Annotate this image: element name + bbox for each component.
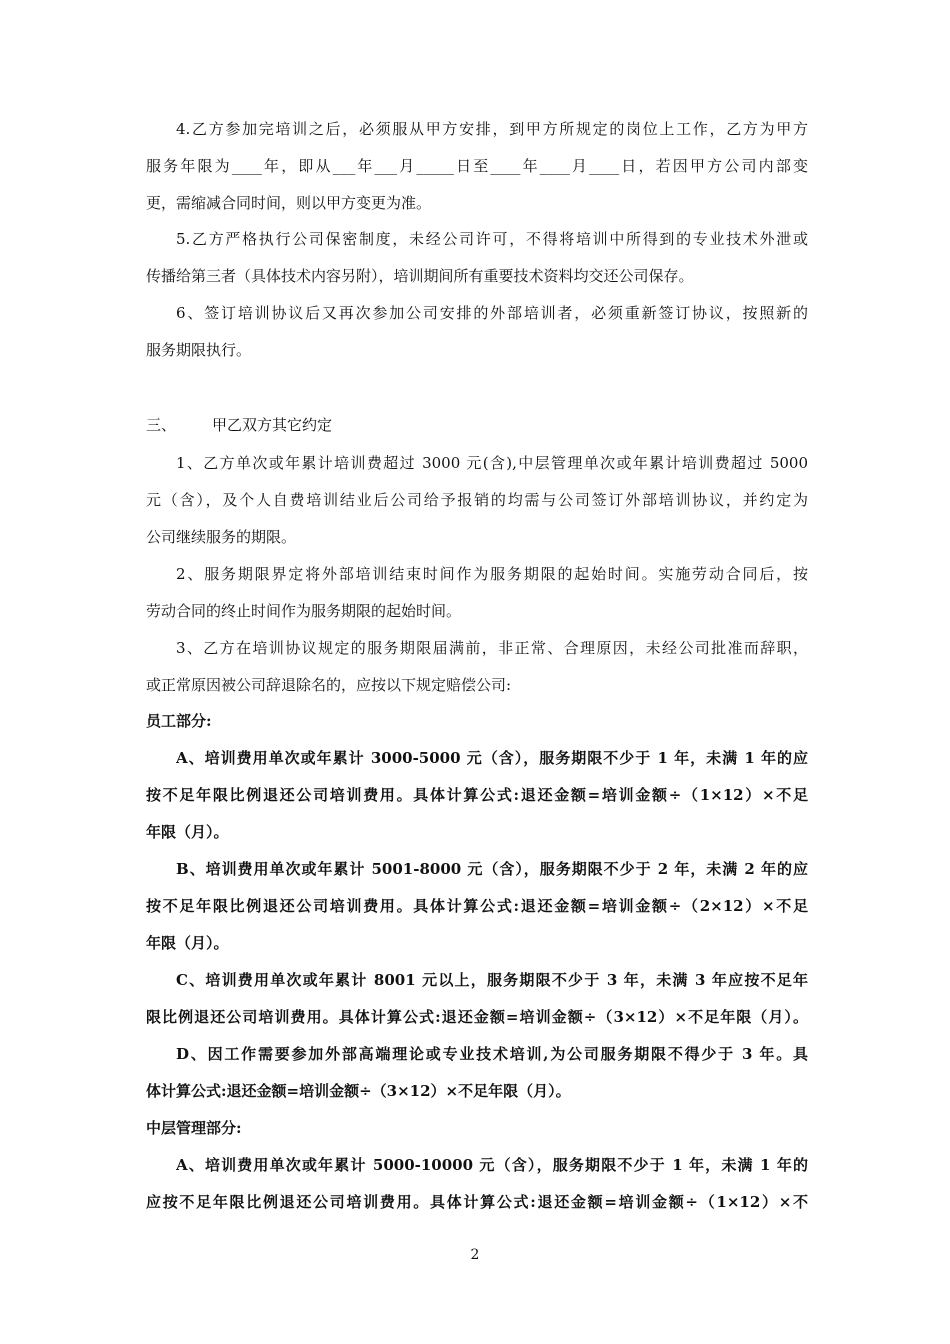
clause-3-line-2: 或正常原因被公司辞退除名的，应按以下规定赔偿公司:: [146, 676, 512, 694]
staff-b-line-2: 按不足年限比例退还公司培训费用。具体计算公式:退还金额=培训金额÷（2×12）×不足: [146, 897, 808, 915]
paragraph-4-line-2: 服务年限为____年，即从___年___月_____日至____年____月____日，若因甲方公司内部变: [146, 157, 808, 175]
section-number: 三、: [146, 416, 177, 434]
staff-b-line-1: B、培训费用单次或年累计 5001-8000 元（含），服务期限不少于 2 年，未满 2 年的应: [176, 860, 808, 878]
staff-subheading: 员工部分:: [146, 712, 212, 730]
management-a-line-1: A、培训费用单次或年累计 5000-10000 元（含），服务期限不少于 1 年，未满 1 年的: [176, 1156, 808, 1174]
paragraph-6-line-2: 服务期限执行。: [146, 341, 252, 359]
page-number: 2: [470, 1247, 480, 1263]
section-title: 甲乙双方其它约定: [212, 416, 333, 434]
staff-c-line-2: 限比例退还公司培训费用。具体计算公式:退还金额=培训金额÷（3×12）×不足年限（月）。: [146, 1008, 808, 1026]
clause-3-line-1: 3、乙方在培训协议规定的服务期限届满前，非正常、合理原因，未经公司批准而辞职，: [176, 639, 808, 657]
clause-2-line-1: 2、服务期限界定将外部培训结束时间作为服务期限的起始时间。实施劳动合同后，按: [176, 565, 808, 583]
staff-a-line-2: 按不足年限比例退还公司培训费用。具体计算公式:退还金额=培训金额÷（1×12）×不足: [146, 786, 808, 804]
clause-1-line-1: 1、乙方单次或年累计培训费超过 3000 元(含),中层管理单次或年累计培训费超过 5000: [176, 454, 808, 472]
management-a-line-2: 应按不足年限比例退还公司培训费用。具体计算公式:退还金额=培训金额÷（1×12）×不: [146, 1193, 808, 1211]
staff-a-line-1: A、培训费用单次或年累计 3000-5000 元（含），服务期限不少于 1 年，未满 1 年的应: [176, 749, 808, 767]
paragraph-5-line-1: 5.乙方严格执行公司保密制度，未经公司许可，不得将培训中所得到的专业技术外泄或: [176, 230, 808, 248]
paragraph-5-line-2: 传播给第三者（具体技术内容另附），培训期间所有重要技术资料均交还公司保存。: [146, 267, 694, 285]
clause-1-line-3: 公司继续服务的期限。: [146, 528, 297, 546]
paragraph-4-line-1: 4.乙方参加完培训之后，必须服从甲方安排，到甲方所规定的岗位上工作，乙方为甲方: [176, 120, 808, 138]
staff-a-line-3: 年限（月）。: [146, 823, 229, 841]
paragraph-6-line-1: 6、签订培训协议后又再次参加公司安排的外部培训者，必须重新签订协议，按照新的: [176, 304, 808, 322]
staff-d-line-2: 体计算公式:退还金额=培训金额÷（3×12）×不足年限（月）。: [146, 1082, 571, 1100]
clause-1-line-2: 元（含），及个人自费培训结业后公司给予报销的均需与公司签订外部培训协议，并约定为: [146, 491, 808, 509]
middle-management-subheading: 中层管理部分:: [146, 1119, 242, 1137]
clause-2-line-2: 劳动合同的终止时间作为服务期限的起始时间。: [146, 602, 462, 620]
staff-b-line-3: 年限（月）。: [146, 934, 229, 952]
paragraph-4-line-3: 更，需缩减合同时间，则以甲方变更为准。: [146, 194, 432, 212]
staff-d-line-1: D、因工作需要参加外部高端理论或专业技术培训,为公司服务期限不得少于 3 年。具: [176, 1045, 808, 1063]
staff-c-line-1: C、培训费用单次或年累计 8001 元以上，服务期限不少于 3 年，未满 3 年应按不足年: [176, 971, 808, 989]
